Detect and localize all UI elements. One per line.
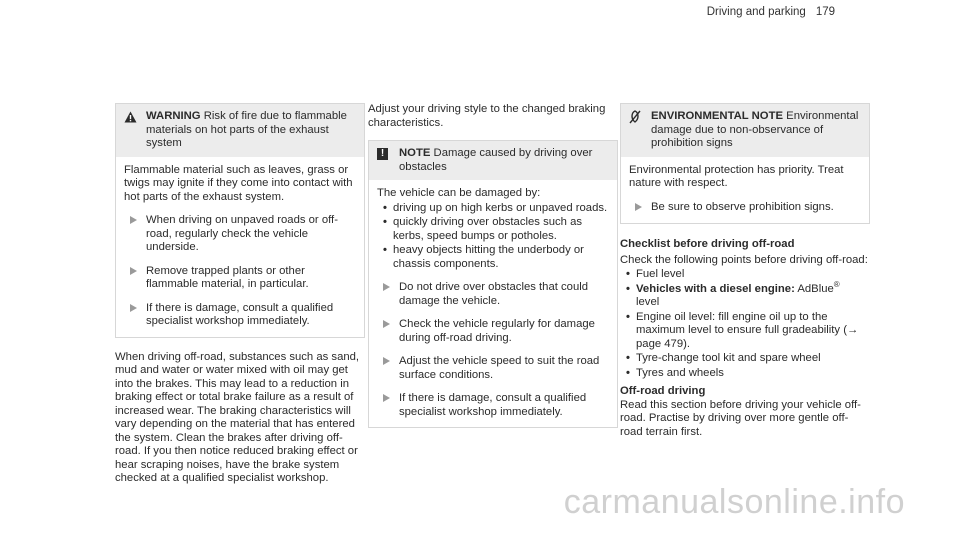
step-arrow-icon [130,216,137,224]
column-2 [368,103,618,428]
watermark: carmanualsonline.info [563,483,905,521]
step-text: If there is damage, consult a qualified specialist workshop immediately. [146,301,334,327]
warning-step [124,214,356,255]
step-arrow-icon [383,394,390,402]
warning-triangle-icon [124,110,146,151]
step-arrow-icon [383,283,390,291]
checklist-heading: Checklist before driving off-road [620,238,795,250]
list-item: • heavy objects hitting the underbody or chassis components. [383,244,584,270]
step-arrow-icon [130,267,137,275]
environment-box [620,103,870,224]
column-3 [620,103,870,439]
list-item: • Tyre-change tool kit and spare wheel [626,352,821,364]
list-item: • Vehicles with a diesel engine: AdBlue® level [626,279,840,308]
step-text: Remove trapped plants or other flammable material, in particular. [146,264,309,290]
step-text: Do not drive over obstacles that could damage the vehicle. [399,281,589,307]
note-step [377,318,609,345]
warning-step [124,265,356,292]
page-number: 179 [815,6,835,18]
note-step [377,355,609,382]
note-title: Damage caused by driving over obstacles [399,147,593,173]
step-text: Adjust the vehicle speed to suit the road surface conditions. [399,355,600,381]
list-item: • driving up on high kerbs or unpaved roads. [383,201,608,214]
note-header [369,141,617,180]
step-text: When driving on unpaved roads or off-road, regularly check the vehicle underside. [146,214,338,253]
list-item: • Tyres and wheels [626,366,724,379]
step-text: If there is damage, consult a qualified specialist workshop immediately. [399,392,587,418]
environment-title: Environmental damage due to non-observance of prohibition signs [651,110,859,149]
environment-body: Environmental protection has priority. Treat nature with respect. [629,163,844,189]
checklist-intro: Check the following points before driving off-road: [620,253,868,266]
warning-body: Flammable material such as leaves, grass or twigs may ignite if they come into contact with hot parts of the exhaust system. [124,163,353,203]
note-body: The vehicle can be damaged by: [377,187,541,199]
warning-box [115,103,365,338]
environment-leaf-icon [629,110,651,151]
step-text: Be sure to observe prohibition signs. [651,200,834,213]
warning-title: Risk of fire due to flammable materials on hot parts of the exhaust system [146,110,347,149]
step-text: Check the vehicle regularly for damage during off-road driving. [399,318,595,344]
section-title: Driving and parking [706,6,806,18]
column-1 [115,103,365,486]
step-arrow-icon [130,304,137,312]
brake-paragraph: When driving off-road, substances such as sand, mud and water or water mixed with oil may get into the brakes. This may lead to a reduction in braking effect or total brake failure as a result of increased wear. The braking characteristics will vary depending on the material that has entered the system. Clean the brakes after driving off-road. If you then notice reduced braking effect or hear scraping noises, have the brake system checked at a qualified specialist workshop. [115,350,360,484]
warning-step [124,302,356,329]
list-item: • Engine oil level: fill engine oil up to the maximum level to ensure full gradeability (→ page 479). [626,310,859,350]
warning-label: WARNING [146,110,201,122]
page-header [707,6,835,20]
environment-label: ENVIRONMENTAL NOTE [651,110,784,122]
offroad-text: Read this section before driving your vehicle off-road. Practise by driving over more gentle off-road terrain first. [620,398,861,438]
intro-text: Adjust your driving style to the changed braking characteristics. [368,103,606,129]
environment-header [621,104,869,157]
note-icon: ! [377,148,388,160]
note-box [368,140,618,428]
step-arrow-icon [383,357,390,365]
step-arrow-icon [383,320,390,328]
step-arrow-icon [635,203,642,211]
list-item: • Fuel level [626,268,685,280]
note-step [377,392,609,419]
list-item: • quickly driving over obstacles such as kerbs, speed bumps or potholes. [383,216,582,242]
environment-step [629,201,861,216]
note-label: NOTE [399,147,431,159]
warning-header [116,104,364,157]
note-step [377,281,609,308]
offroad-heading: Off-road driving [620,385,706,397]
